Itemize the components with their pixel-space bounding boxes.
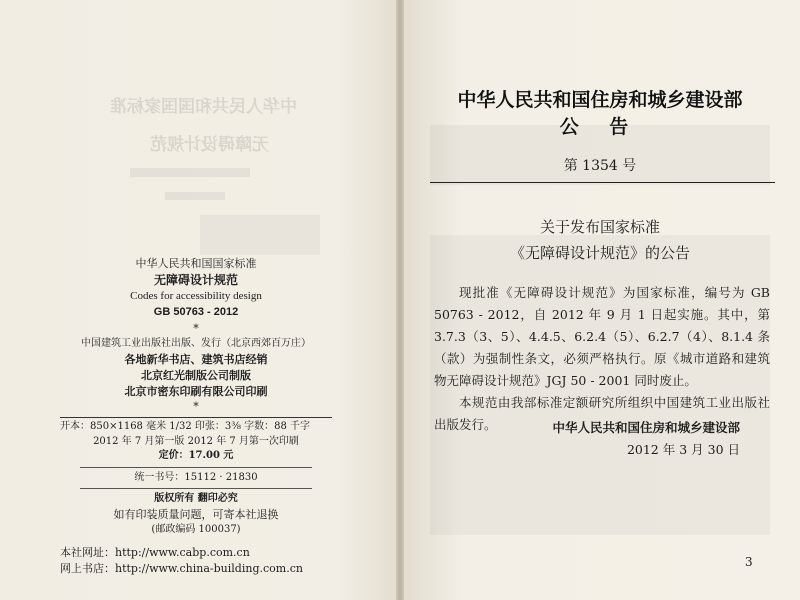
show-through-line-2: 无障碍设计规范 [150, 135, 269, 155]
colophon-distributor: 各地新华书店、建筑书店经销 [124, 352, 268, 366]
colophon-rule-isbn [80, 488, 312, 489]
colophon-standard-code: GB 50763 - 2012 [153, 306, 239, 319]
colophon-postcode: (邮政编码 100037) [151, 523, 241, 535]
colophon [60, 256, 332, 577]
show-through-block-3 [200, 215, 320, 255]
colophon-title-cn: 无障碍设计规范 [153, 272, 238, 287]
notice-label: 公 告 [559, 116, 641, 138]
announcement-body [434, 282, 770, 436]
announcement-heading-line-2: 《无障碍设计规范》的公告 [509, 244, 690, 262]
announcement-paragraph-1: 现批准《无障碍设计规范》为国家标准，编号为 GB 50763 - 2012，自 2012 年 9 月 1 日起实施。其中，第 3.7.3（3、5）、4.4.5、6.2.4（5）、6.2.7（4）、8.1.4 条（款）为强制性条文，必须严格执行。原《城市道路和建筑物无障碍设计规范》JGJ 50 - 2001 同时废止。 [434, 285, 770, 388]
notice-rule [430, 182, 775, 183]
notice-number: 第 1354 号 [563, 158, 637, 174]
colophon-isbn: 统一书号：15112 · 21830 [134, 471, 258, 483]
colophon-standard-type: 中华人民共和国国家标准 [135, 257, 257, 270]
colophon-website: 本社网址：http://www.cabp.com.cn [60, 546, 250, 560]
show-through-block-1 [130, 168, 250, 177]
colophon-rule-mid [80, 467, 312, 468]
page-number: 3 [745, 555, 753, 569]
colophon-separator-star-1: * [193, 322, 199, 336]
colophon-rule-top [60, 417, 332, 418]
colophon-price: 定价：17.00 元 [158, 450, 234, 462]
issue-date: 2012 年 3 月 30 日 [626, 442, 740, 457]
book-gutter [396, 0, 404, 600]
colophon-title-en: Codes for accessibility design [130, 290, 262, 303]
colophon-separator-star-2: * [193, 400, 199, 414]
colophon-typesetter: 北京红光制版公司制版 [141, 368, 251, 382]
colophon-format: 开本：850×1168 毫米 1/32 印张：3⅜ 字数：88 千字 [60, 421, 311, 433]
ministry-title: 中华人民共和国住房和城乡建设部 [457, 89, 743, 111]
colophon-rights: 版权所有 翻印必究 [154, 493, 238, 505]
colophon-edition: 2012 年 7 月第一版 2012 年 7 月第一次印刷 [93, 435, 299, 447]
show-through-block-2 [165, 192, 225, 200]
colophon-publisher: 中国建筑工业出版社出版、发行（北京西郊百万庄） [81, 338, 311, 350]
colophon-printer: 北京市密东印刷有限公司印刷 [124, 384, 268, 398]
colophon-quality-note: 如有印装质量问题，可寄本社退换 [113, 507, 279, 521]
announcement-paragraph-2: 本规范由我部标准定额研究所组织中国建筑工业出版社出版发行。 [434, 395, 770, 432]
issuer-signature: 中华人民共和国住房和城乡建设部 [552, 420, 740, 435]
announcement-heading-line-1: 关于发布国家标准 [539, 218, 660, 236]
colophon-bookstore: 网上书店：http://www.china-building.com.cn [60, 562, 303, 576]
show-through-line-1: 中华人民共和国国家标准 [110, 97, 297, 117]
